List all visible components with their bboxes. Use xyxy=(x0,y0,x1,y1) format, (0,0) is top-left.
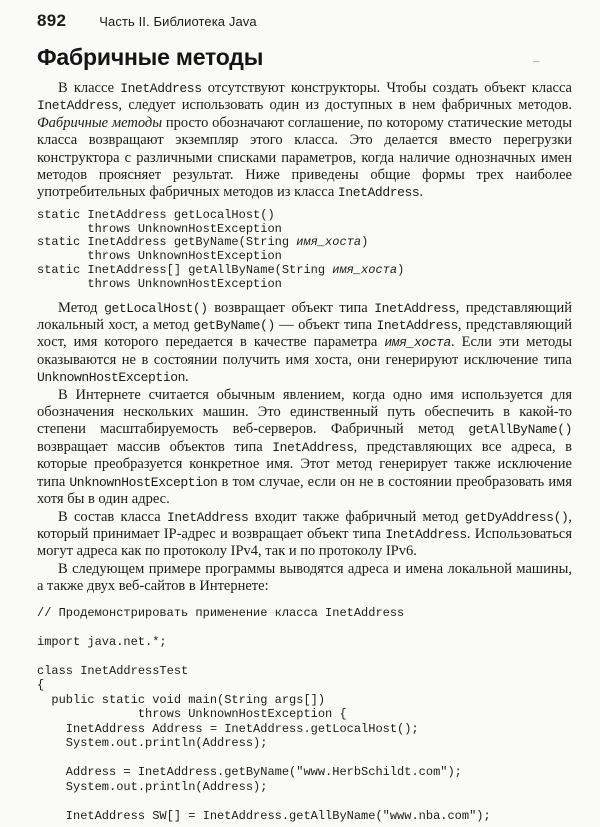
section-title: Фабричные методы xyxy=(37,44,264,70)
paragraph: В Интернете считается обычным явлением, когда одно имя используется для обозначения нескольких машин. Это единственный путь обеспечить в какой-то степени масштабируемость веб-серверов. Фабричный метод getAllByName() возвращает массив объектов типа InetAddress, представляющих все адреса, в которые преобразуется конкретное имя. Этот метод генерирует также исключение типа UnknownHostException в том случае, если он не в состоянии преобразовать имя хотя бы в один адрес. xyxy=(37,386,572,508)
code-block: static InetAddress getLocalHost() throws UnknownHostException static InetAddress getByName(String имя_хоста) throws UnknownHostException static InetAddress[] getAllByName(String имя_хоста) throws UnknownHostException xyxy=(37,207,405,291)
code-block: // Продемонстрировать применение класса InetAddress import java.net.*; class InetAddressTest { public static void main(String args[]) throws UnknownHostException { InetAddress Address = InetAddress.getLocalHost(); System.out.println(Address); Address = InetAddress.getByName("www.HerbSchildt.com"); System.out.println(Address); InetAddress SW[] = InetAddress.getAllByName("www.nba.com"); xyxy=(37,605,491,823)
chapter-title: Часть II. Библиотека Java xyxy=(99,14,257,29)
page-number: 892 xyxy=(37,11,67,30)
paragraph: В классе InetAddress отсутствуют конструкторы. Чтобы создать объект класса InetAddress, следует использовать один из доступных в нем фабричных методов. Фабричные методы просто обозначают соглашение, по которому статические методы класса возвращают экземпляр этого класса. Это делается вместо перегрузки конструктора с различными списками параметров, когда наличие однозначных имен методов проясняет результат. Ниже приведены общие формы трех наиболее употребительных фабричных методов из класса InetAddress. xyxy=(37,80,572,201)
paragraph: Метод getLocalHost() возвращает объект типа InetAddress, представляющий локальный хост, а метод getByName() — объект типа InetAddress, представляющий хост, имя которого передается в качестве параметра имя_хоста. Если эти методы оказываются не в состоянии получить имя хоста, они генерируют исключение типа UnknownHostException. xyxy=(37,299,572,386)
paragraph: В состав класса InetAddress входит также фабричный метод getDyAddress(), который принимает IP-адрес и возвращает объект типа InetAddress. Использоваться могут адреса как по протоколу IPv4, так и по протоколу IPv6. xyxy=(37,508,572,560)
paragraph: В следующем примере программы выводятся адреса и имена локальной машины, а также двух веб-сайтов в Интернете: xyxy=(37,560,572,595)
content-blocks xyxy=(37,80,572,823)
scan-artifact-dash: – xyxy=(533,53,540,68)
page-header xyxy=(37,11,572,31)
